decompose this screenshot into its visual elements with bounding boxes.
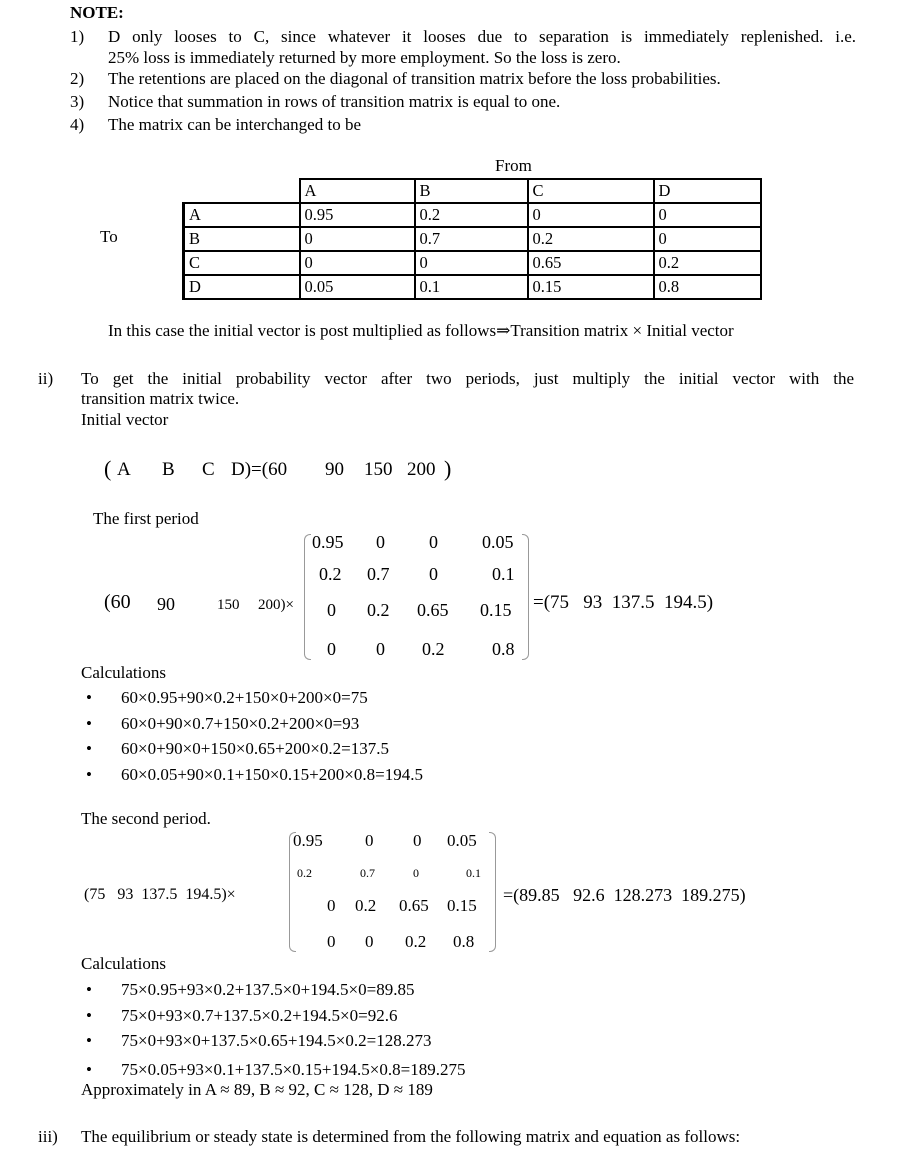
second-period-result: =(89.85 92.6 128.273 189.275): [503, 885, 746, 905]
matrix-cell: 0: [429, 564, 438, 584]
vector-value: 150: [364, 459, 393, 480]
matrix-cell: 0.1: [492, 564, 515, 584]
table-cell: 0.2: [415, 203, 528, 227]
part-ii-text-cont: transition matrix twice.: [81, 389, 240, 408]
open-paren: (: [104, 456, 112, 481]
close-paren: ): [444, 456, 452, 481]
row-header: A: [184, 203, 300, 227]
part-iii-number: iii): [38, 1127, 58, 1146]
first-period-result: =(75 93 137.5 194.5): [533, 592, 714, 613]
vector-label-a: A: [117, 459, 131, 480]
matrix-cell: 0: [413, 831, 422, 850]
matrix-cell: 0: [413, 866, 419, 880]
note-item-text-cont: 25% loss is immediately returned by more employment. So the loss is zero.: [108, 48, 621, 67]
matrix-cell: 0.95: [293, 831, 323, 850]
matrix-cell: 0.05: [482, 532, 514, 552]
vector-label-c: C: [202, 459, 215, 480]
vector-label-d-and-value: D)=(60: [231, 459, 288, 480]
calculations-label: Calculations: [81, 663, 166, 682]
note-item-number: 1): [70, 27, 85, 46]
col-header-c: C: [528, 179, 654, 203]
matrix-cell: 0.2: [319, 564, 342, 584]
bullet-icon: •: [86, 1060, 92, 1079]
note-item-number: 2): [70, 69, 85, 88]
calculation-text: 75×0+93×0+137.5×0.65+194.5×0.2=128.273: [121, 1031, 432, 1050]
note-item-number: 3): [70, 92, 85, 111]
calculation-text: 60×0.95+90×0.2+150×0+200×0=75: [121, 688, 368, 707]
row-header: D: [184, 275, 300, 299]
matrix-cell: 0.1: [466, 866, 481, 880]
row-header: C: [184, 251, 300, 275]
matrix-cell: 0.2: [422, 639, 445, 659]
matrix-cell: 0: [327, 896, 336, 915]
matrix-cell: 0.65: [399, 896, 429, 915]
table-cell: 0.2: [654, 251, 761, 275]
col-header-d: D: [654, 179, 761, 203]
second-period-matrix: [285, 826, 500, 956]
part-iii-text: The equilibrium or steady state is determined from the following matrix and equation as follows:: [81, 1127, 741, 1146]
matrix-cell: 0: [327, 932, 336, 951]
bullet-icon: •: [86, 713, 92, 733]
table-cell: 0.7: [415, 227, 528, 251]
table-cell: 0.2: [528, 227, 654, 251]
calculation-text: 60×0+90×0+150×0.65+200×0.2=137.5: [121, 739, 389, 758]
matrix-cell: 0.15: [480, 600, 512, 620]
left-vector-part: 90: [157, 594, 175, 614]
table-cell: 0: [654, 227, 761, 251]
initial-vector-label: Initial vector: [81, 410, 169, 429]
left-bracket: [304, 534, 311, 660]
matrix-cell: 0: [365, 831, 374, 850]
table-row: [184, 203, 761, 227]
matrix-cell: 0: [327, 639, 336, 659]
note-heading: NOTE:: [70, 3, 124, 22]
matrix-cell: 0.2: [297, 866, 312, 880]
vector-value: 200: [407, 459, 436, 480]
bullet-icon: •: [86, 980, 92, 999]
left-vector-part: 200)×: [258, 597, 294, 613]
first-period-matrix: [300, 528, 532, 663]
col-header-b: B: [415, 179, 528, 203]
table-row: [184, 251, 761, 275]
matrix-cell: 0.8: [453, 932, 475, 951]
matrix-cell: 0: [429, 532, 438, 552]
table-cell: 0.8: [654, 275, 761, 299]
matrix-cell: 0.95: [312, 532, 344, 552]
note-item-text: Notice that summation in rows of transition matrix is equal to one.: [108, 92, 561, 111]
table-caption: In this case the initial vector is post multiplied as follows⇒Transition matrix × Initial vector: [108, 321, 734, 340]
note-item-number: 4): [70, 115, 85, 134]
left-vector-part: 150: [217, 597, 240, 613]
note-item-text: The matrix can be interchanged to be: [108, 115, 361, 134]
calculation-text: 60×0+90×0.7+150×0.2+200×0=93: [121, 713, 360, 733]
matrix-cell: 0.2: [405, 932, 427, 951]
table-cell: 0: [300, 251, 415, 275]
table-cell: 0.15: [528, 275, 654, 299]
approximation-text: Approximately in A ≈ 89, B ≈ 92, C ≈ 128, D ≈ 189: [81, 1080, 433, 1099]
bullet-icon: •: [86, 764, 92, 784]
bullet-icon: •: [86, 1031, 92, 1050]
matrix-cell: 0: [376, 532, 385, 552]
table-row: [184, 275, 761, 299]
calculation-text: 60×0.05+90×0.1+150×0.15+200×0.8=194.5: [121, 764, 423, 784]
left-vector-part: (60: [104, 591, 131, 613]
row-header: B: [184, 227, 300, 251]
table-cell: 0.65: [528, 251, 654, 275]
vector-label-b: B: [162, 459, 175, 480]
table-cell: 0.05: [300, 275, 415, 299]
matrix-cell: 0: [327, 600, 336, 620]
matrix-cell: 0: [365, 932, 374, 951]
left-vector: (75 93 137.5 194.5)×: [84, 886, 236, 903]
right-bracket: [489, 832, 496, 952]
matrix-cell: 0.05: [447, 831, 477, 850]
table-from-label: From: [495, 156, 532, 175]
bullet-icon: •: [86, 688, 92, 707]
matrix-cell: 0.65: [417, 600, 449, 620]
matrix-cell: 0.7: [367, 564, 390, 584]
table-cell: 0: [300, 227, 415, 251]
calculations-label: Calculations: [81, 954, 166, 973]
matrix-cell: 0.2: [355, 896, 377, 915]
part-ii-text: To get the initial probability vector after two periods, just multiply the initial vector with the: [81, 369, 854, 388]
first-period-title: The first period: [93, 509, 199, 528]
table-cell: 0.95: [300, 203, 415, 227]
matrix-cell: 0.7: [360, 866, 375, 880]
table-corner-cell: [184, 179, 300, 203]
table-to-label: To: [100, 227, 118, 246]
matrix-cell: 0.15: [447, 896, 477, 915]
bullet-icon: •: [86, 1005, 92, 1025]
table-cell: 0: [415, 251, 528, 275]
matrix-cell: 0: [376, 639, 385, 659]
calculation-text: 75×0.05+93×0.1+137.5×0.15+194.5×0.8=189.275: [121, 1060, 466, 1079]
matrix-cell: 0.2: [367, 600, 390, 620]
calculation-text: 75×0.95+93×0.2+137.5×0+194.5×0=89.85: [121, 980, 415, 999]
table-cell: 0: [528, 203, 654, 227]
part-ii-number: ii): [38, 369, 54, 388]
second-period-title: The second period.: [81, 809, 211, 828]
note-item-text: The retentions are placed on the diagonal of transition matrix before the loss probabilities.: [108, 69, 721, 88]
table-row: [184, 227, 761, 251]
note-item-text: D only looses to C, since whatever it looses due to separation is immediately replenished. i.e.: [108, 27, 856, 46]
vector-value: 90: [325, 459, 344, 480]
col-header-a: A: [300, 179, 415, 203]
transition-table: [182, 178, 762, 300]
bullet-icon: •: [86, 739, 92, 758]
table-cell: 0.1: [415, 275, 528, 299]
right-bracket: [522, 534, 529, 660]
calculation-text: 75×0+93×0.7+137.5×0.2+194.5×0=92.6: [121, 1005, 398, 1025]
table-header-row: [184, 179, 761, 203]
matrix-cell: 0.8: [492, 639, 515, 659]
table-cell: 0: [654, 203, 761, 227]
